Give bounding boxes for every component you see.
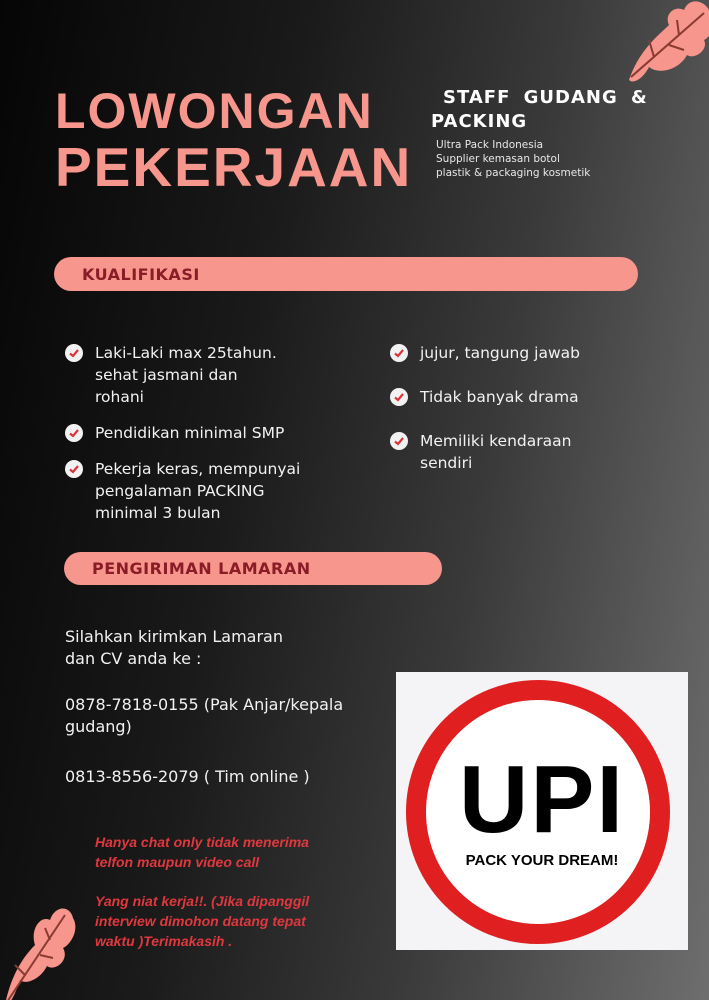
qualification-text — [420, 342, 580, 364]
company-info — [436, 138, 590, 180]
qualification-item — [390, 386, 690, 408]
check-icon — [390, 344, 408, 362]
qualification-text — [95, 458, 300, 524]
qualification-item — [65, 342, 365, 408]
qualification-text — [420, 430, 571, 474]
text-line: telfon maupun video call — [95, 854, 260, 870]
company-logo — [396, 672, 688, 950]
text-line: Laki-Laki max 25tahun. — [95, 344, 277, 362]
company-line: Supplier kemasan botol — [436, 153, 560, 165]
qualification-text — [420, 386, 579, 408]
text-line: dan CV anda ke : — [65, 649, 202, 668]
qualification-item — [65, 458, 365, 524]
position-line-2: PACKING — [431, 111, 528, 132]
text-line: Pekerja keras, mempunyai — [95, 460, 301, 478]
application-intro — [65, 626, 283, 670]
text-line: pengalaman PACKING — [95, 482, 265, 500]
company-line: Ultra Pack Indonesia — [436, 139, 544, 151]
contact-2: 0813-8556-2079 ( Tim online ) — [65, 767, 310, 786]
check-icon — [390, 388, 408, 406]
text-line: 0878-7818-0155 (Pak Anjar/kepala — [65, 695, 344, 714]
logo-tagline: PACK YOUR DREAM! — [465, 852, 619, 869]
qualifications-left — [65, 342, 365, 524]
qualification-item — [390, 430, 690, 474]
text-line: sehat jasmani dan — [95, 366, 238, 384]
text-line: Tidak banyak drama — [420, 388, 579, 406]
text-line: interview dimohon datang tepat — [95, 913, 306, 929]
position-line-1: STAFF GUDANG & — [443, 87, 648, 108]
title-line-1: LOWONGAN — [55, 83, 374, 139]
qualifications-heading: KUALIFIKASI — [54, 257, 638, 291]
leaf-decoration-icon — [609, 0, 709, 90]
qualifications-right — [390, 342, 690, 474]
title-line-2: PEKERJAAN — [55, 136, 413, 198]
qualification-item — [65, 422, 365, 444]
text-line: gudang) — [65, 717, 132, 736]
text-line: waktu )Terimakasih . — [95, 933, 233, 949]
text-line: Yang niat kerja!!. (Jika dipanggil — [95, 893, 310, 909]
text-line: rohani — [95, 388, 144, 406]
text-line: Pendidikan minimal SMP — [95, 424, 285, 442]
qualification-text — [95, 342, 277, 408]
text-line: Memiliki kendaraan — [420, 432, 572, 450]
text-line: Hanya chat only tidak menerima — [95, 834, 309, 850]
check-icon — [65, 344, 83, 362]
text-line: minimal 3 bulan — [95, 504, 221, 522]
position-title — [431, 86, 661, 134]
text-line: jujur, tangung jawab — [420, 344, 580, 362]
text-line: sendiri — [420, 454, 473, 472]
qualification-text — [95, 422, 284, 444]
contact-1 — [65, 694, 343, 738]
check-icon — [390, 432, 408, 450]
note-chat-only — [95, 832, 309, 872]
check-icon — [65, 424, 83, 442]
company-line: plastik & packaging kosmetik — [436, 167, 591, 179]
leaf-decoration-icon — [0, 900, 80, 1000]
qualification-item — [390, 342, 690, 364]
application-heading: PENGIRIMAN LAMARAN — [64, 552, 442, 585]
logo-text: UPI — [458, 746, 626, 853]
note-interview — [95, 891, 309, 951]
check-icon — [65, 460, 83, 478]
text-line: Silahkan kirimkan Lamaran — [65, 627, 283, 646]
